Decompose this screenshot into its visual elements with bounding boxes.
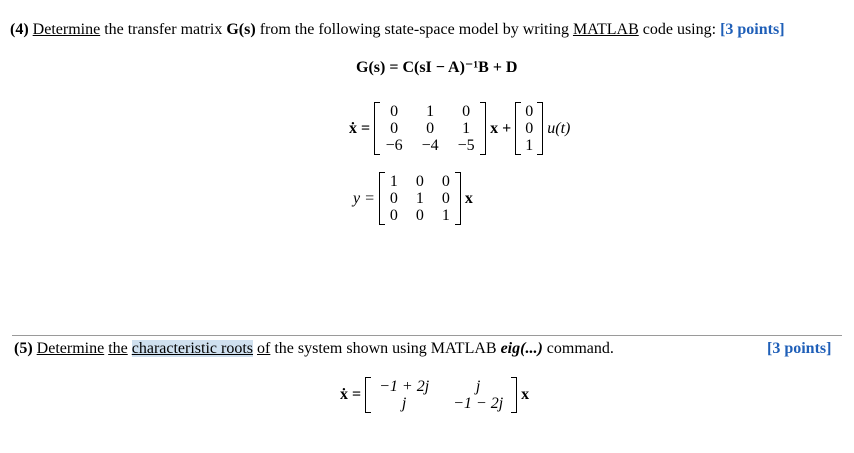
x-symbol: x <box>464 189 473 207</box>
matrix-c-cell: 0 <box>415 173 424 190</box>
q4-points: [3 points] <box>720 21 785 38</box>
matrix-m-cell: −1 − 2j <box>453 395 504 412</box>
state-lhs: ẋ = <box>349 119 371 137</box>
matrix-a-cell: 1 <box>462 120 471 137</box>
the-word: the <box>108 340 128 357</box>
matrix-b-cell: 0 <box>525 120 534 137</box>
matrix-a-cell: 1 <box>426 103 435 120</box>
matrix-c-cell: 1 <box>389 173 398 190</box>
matrix-m-cell: −1 + 2j <box>379 378 430 395</box>
state-equation <box>349 102 570 155</box>
matrix-a-cell: 0 <box>462 103 471 120</box>
q5-text-2: command. <box>546 340 614 357</box>
of-word: of <box>257 340 271 357</box>
matrix-c-cell: 1 <box>441 207 450 224</box>
matrix-a-cell: 0 <box>390 120 399 137</box>
x-plus: x + <box>490 119 512 137</box>
section-divider <box>12 335 842 336</box>
matrix-m-cell: j <box>475 378 481 395</box>
matrix-m-cell: j <box>401 395 407 412</box>
matrix-a-cell: −6 <box>385 137 403 154</box>
matrix-a-cell: −4 <box>421 137 439 154</box>
matrix-m <box>365 377 517 413</box>
input-u: u(t) <box>547 119 571 137</box>
matrix-c-cell: 0 <box>389 190 398 207</box>
matrix-c <box>379 172 461 225</box>
question-5-heading <box>14 340 614 358</box>
q4-text-1: the transfer matrix <box>104 21 223 38</box>
q5-points: [3 points] <box>767 340 832 357</box>
transfer-function-equation: G(s) = C(sI − A)⁻¹B + D <box>356 59 518 76</box>
matrix-a-cell: 0 <box>390 103 399 120</box>
matrix-c-cell: 0 <box>415 207 424 224</box>
characteristic-roots-highlight: characteristic roots <box>131 340 254 357</box>
question-4-number: (4) <box>10 21 29 38</box>
output-equation <box>353 172 473 225</box>
matrix-c-cell: 0 <box>389 207 398 224</box>
g-of-s: G(s) <box>226 21 256 38</box>
determine-word: Determine <box>32 21 101 38</box>
matrix-b-cell: 0 <box>525 103 534 120</box>
q5-x-symbol: x <box>521 386 530 403</box>
matrix-a <box>374 102 486 155</box>
question-5-number: (5) <box>14 340 33 357</box>
q4-text-2: from the following state-space model by writing <box>259 21 569 38</box>
q5-state-lhs: ẋ = <box>340 386 362 403</box>
eig-command: eig(...) <box>500 340 543 357</box>
output-lhs: y = <box>353 189 375 207</box>
q5-text-1: the system shown using MATLAB <box>274 340 497 357</box>
q5-state-equation <box>340 377 529 413</box>
matrix-c-cell: 0 <box>441 173 450 190</box>
matrix-a-cell: 0 <box>426 120 435 137</box>
matrix-b <box>515 102 543 155</box>
matrix-b-cell: 1 <box>525 137 534 154</box>
matlab-word: MATLAB <box>572 21 639 38</box>
question-4-heading <box>10 21 785 39</box>
matrix-c-cell: 0 <box>441 190 450 207</box>
determine-word-q5: Determine <box>36 340 105 357</box>
matrix-c-cell: 1 <box>415 190 424 207</box>
q4-text-3: code using: <box>642 21 717 38</box>
matrix-a-cell: −5 <box>457 137 475 154</box>
